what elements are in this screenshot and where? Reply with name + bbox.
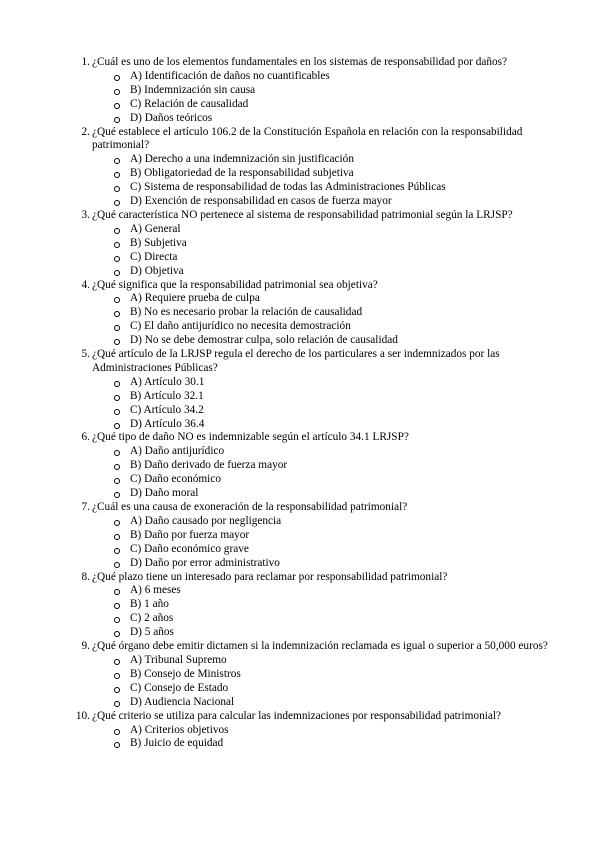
- answer-option-text: D) Daño moral: [130, 487, 199, 500]
- question-item: [81, 348, 552, 431]
- question-text: ¿Qué criterio se utiliza para calcular las indemnizaciones por responsabilidad patrimonial?: [92, 709, 502, 722]
- question-text: ¿Qué artículo de la LRJSP regula el derecho de los particulares a ser indemnizados por las Administraciones Públicas?: [92, 348, 500, 374]
- answer-option: [130, 696, 552, 710]
- answer-options: [92, 70, 552, 126]
- question-text: ¿Qué órgano debe emitir dictamen si la indemnización reclamada es igual o superior a 50,000 euros?: [92, 640, 548, 653]
- answer-option: [130, 543, 552, 557]
- question-text: ¿Qué establece el artículo 106.2 de la Constitución Española en relación con la responsabilidad patrimonial?: [92, 125, 523, 152]
- question-number: 10.: [75, 709, 90, 722]
- circle-bullet-icon: [114, 742, 120, 748]
- question-number: 1.: [81, 56, 90, 68]
- answer-options: [92, 223, 552, 279]
- circle-bullet-icon: [114, 534, 120, 540]
- answer-option-text: A) Requiere prueba de culpa: [130, 292, 260, 305]
- answer-option: [130, 98, 552, 112]
- circle-bullet-icon: [114, 381, 120, 387]
- question-text: ¿Cuál es uno de los elementos fundamentales en los sistemas de responsabilidad por daños?: [92, 56, 508, 68]
- answer-option-text: D) Audiencia Nacional: [130, 695, 235, 708]
- answer-option: [130, 84, 552, 98]
- answer-option-text: D) Objetiva: [130, 264, 184, 277]
- circle-bullet-icon: [114, 270, 120, 276]
- answer-option-text: B) Subjetiva: [130, 236, 187, 249]
- answer-options: [92, 724, 552, 752]
- answer-option-text: D) Exención de responsabilidad en casos de fuerza mayor: [130, 195, 392, 208]
- answer-option: [130, 668, 552, 682]
- answer-option: [130, 529, 552, 543]
- answer-option-text: B) Daño por fuerza mayor: [130, 528, 250, 541]
- answer-option: [130, 598, 552, 612]
- circle-bullet-icon: [114, 172, 120, 178]
- circle-bullet-icon: [114, 325, 120, 331]
- question-list: [75, 56, 552, 751]
- answer-option-text: B) Consejo de Ministros: [130, 667, 241, 680]
- question-number: 4.: [81, 278, 90, 291]
- answer-option: [130, 487, 552, 501]
- circle-bullet-icon: [114, 589, 120, 595]
- answer-option-text: B) Artículo 32.1: [130, 389, 204, 402]
- circle-bullet-icon: [114, 339, 120, 345]
- circle-bullet-icon: [114, 256, 120, 262]
- answer-options: [92, 654, 552, 710]
- answer-option: [130, 473, 552, 487]
- question-item: [81, 208, 552, 279]
- circle-bullet-icon: [114, 562, 120, 568]
- answer-option-text: C) Relación de causalidad: [130, 97, 249, 110]
- circle-bullet-icon: [114, 659, 120, 665]
- answer-option: [130, 654, 552, 668]
- answer-option-text: C) Consejo de Estado: [130, 681, 229, 694]
- question-number: 6.: [81, 431, 90, 444]
- circle-bullet-icon: [114, 687, 120, 693]
- question-number: 7.: [81, 501, 90, 513]
- circle-bullet-icon: [114, 158, 120, 164]
- question-text: ¿Qué característica NO pertenece al sistema de responsabilidad patrimonial según la LRJSP?: [92, 208, 513, 221]
- answer-options: [92, 445, 552, 501]
- answer-option: [130, 612, 552, 626]
- circle-bullet-icon: [114, 478, 120, 484]
- answer-option: [130, 737, 552, 751]
- answer-option-text: B) No es necesario probar la relación de causalidad: [130, 306, 363, 319]
- answer-option: [130, 557, 552, 571]
- answer-options: [92, 584, 552, 640]
- circle-bullet-icon: [114, 117, 120, 123]
- answer-option-text: C) 2 años: [130, 612, 174, 625]
- question-number: 5.: [81, 348, 90, 361]
- question-text: ¿Qué tipo de daño NO es indemnizable según el artículo 34.1 LRJSP?: [92, 431, 409, 444]
- answer-option: [130, 418, 552, 432]
- answer-options: [92, 292, 552, 348]
- question-text: ¿Qué significa que la responsabilidad patrimonial sea objetiva?: [92, 278, 378, 291]
- circle-bullet-icon: [114, 311, 120, 317]
- answer-option: [130, 251, 552, 265]
- circle-bullet-icon: [114, 409, 120, 415]
- answer-option: [130, 237, 552, 251]
- question-number: 9.: [81, 640, 90, 653]
- answer-option-text: A) Artículo 30.1: [130, 375, 205, 388]
- circle-bullet-icon: [114, 617, 120, 623]
- answer-option-text: C) El daño antijurídico no necesita demostración: [130, 320, 351, 333]
- question-item: [81, 125, 552, 209]
- answer-option: [130, 515, 552, 529]
- answer-option-text: D) Artículo 36.4: [130, 417, 205, 430]
- answer-option-text: C) Daño económico: [130, 473, 221, 486]
- question-item: [81, 640, 552, 710]
- question-number: 2.: [81, 125, 90, 138]
- answer-option: [130, 682, 552, 696]
- answer-option: [130, 195, 552, 209]
- answer-option-text: A) 6 meses: [130, 584, 181, 597]
- circle-bullet-icon: [114, 520, 120, 526]
- answer-option-text: D) Daños teóricos: [130, 111, 213, 124]
- circle-bullet-icon: [114, 395, 120, 401]
- circle-bullet-icon: [114, 200, 120, 206]
- question-number: 8.: [81, 570, 90, 583]
- circle-bullet-icon: [114, 228, 120, 234]
- answer-option: [130, 292, 552, 306]
- answer-options: [92, 376, 552, 432]
- answer-option: [130, 584, 552, 598]
- answer-option: [130, 223, 552, 237]
- answer-option: [130, 70, 552, 84]
- answer-option: [130, 724, 552, 738]
- answer-option-text: B) 1 año: [130, 598, 169, 611]
- answer-option-text: C) Daño económico grave: [130, 542, 249, 555]
- answer-option: [130, 404, 552, 418]
- answer-option-text: D) 5 años: [130, 626, 174, 639]
- answer-option-text: C) Artículo 34.2: [130, 403, 204, 416]
- answer-option: [130, 153, 552, 167]
- answer-option-text: A) Identificación de daños no cuantificables: [130, 69, 330, 82]
- circle-bullet-icon: [114, 186, 120, 192]
- answer-option: [130, 459, 552, 473]
- answer-option: [130, 376, 552, 390]
- circle-bullet-icon: [114, 423, 120, 429]
- circle-bullet-icon: [114, 89, 120, 95]
- answer-option-text: B) Daño derivado de fuerza mayor: [130, 459, 288, 472]
- answer-option: [130, 265, 552, 279]
- circle-bullet-icon: [114, 729, 120, 735]
- answer-options: [92, 515, 552, 571]
- question-item: [75, 709, 552, 752]
- answer-option: [130, 320, 552, 334]
- answer-option-text: D) Daño por error administrativo: [130, 556, 280, 569]
- circle-bullet-icon: [114, 297, 120, 303]
- answer-option-text: A) Tribunal Supremo: [130, 653, 227, 666]
- question-item: [81, 278, 552, 349]
- answer-option-text: A) Derecho a una indemnización sin justificación: [130, 153, 354, 166]
- answer-option: [130, 390, 552, 404]
- question-item: [81, 56, 552, 126]
- answer-option-text: C) Sistema de responsabilidad de todas las Administraciones Públicas: [130, 181, 446, 194]
- question-item: [81, 431, 552, 501]
- answer-option-text: A) Daño causado por negligencia: [130, 514, 282, 527]
- answer-option-text: A) Criterios objetivos: [130, 723, 229, 736]
- answer-option-text: A) Daño antijurídico: [130, 445, 225, 458]
- answer-option: [130, 167, 552, 181]
- answer-option-text: B) Obligatoriedad de la responsabilidad subjetiva: [130, 167, 354, 180]
- circle-bullet-icon: [114, 492, 120, 498]
- circle-bullet-icon: [114, 103, 120, 109]
- question-text: ¿Cuál es una causa de exoneración de la responsabilidad patrimonial?: [92, 501, 408, 513]
- circle-bullet-icon: [114, 450, 120, 456]
- answer-option: [130, 334, 552, 348]
- question-item: [81, 501, 552, 571]
- answer-option: [130, 306, 552, 320]
- answer-option: [130, 626, 552, 640]
- answer-option-text: C) Directa: [130, 250, 178, 263]
- question-item: [81, 570, 552, 641]
- circle-bullet-icon: [114, 75, 120, 81]
- answer-option-text: D) No se debe demostrar culpa, solo relación de causalidad: [130, 334, 398, 347]
- answer-option: [130, 181, 552, 195]
- circle-bullet-icon: [114, 464, 120, 470]
- answer-option-text: B) Indemnización sin causa: [130, 83, 256, 96]
- answer-option: [130, 112, 552, 126]
- circle-bullet-icon: [114, 242, 120, 248]
- answer-options: [92, 153, 552, 209]
- circle-bullet-icon: [114, 701, 120, 707]
- question-text: ¿Qué plazo tiene un interesado para reclamar por responsabilidad patrimonial?: [92, 570, 448, 583]
- answer-option: [130, 445, 552, 459]
- question-number: 3.: [81, 208, 90, 221]
- circle-bullet-icon: [114, 673, 120, 679]
- answer-option-text: B) Juicio de equidad: [130, 737, 224, 750]
- answer-option-text: A) General: [130, 222, 181, 235]
- circle-bullet-icon: [114, 603, 120, 609]
- circle-bullet-icon: [114, 631, 120, 637]
- circle-bullet-icon: [114, 548, 120, 554]
